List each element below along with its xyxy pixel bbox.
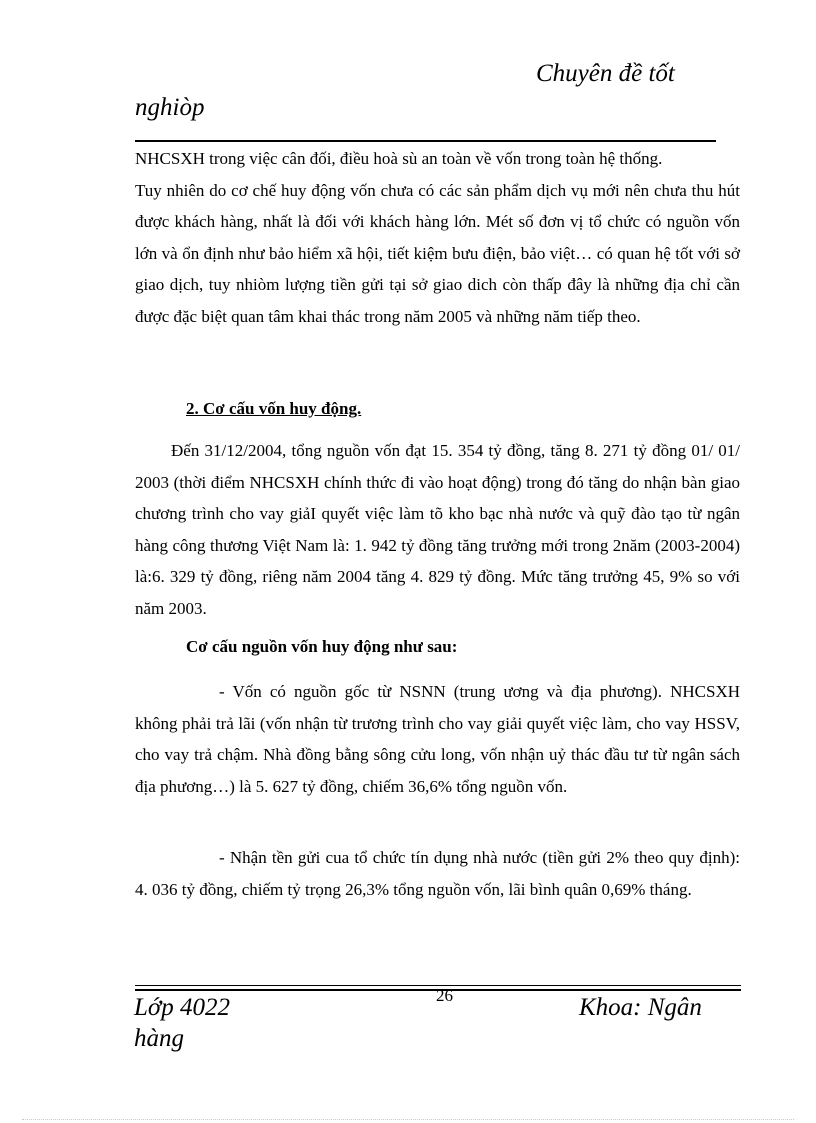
header-title-continuation: nghiòp xyxy=(135,94,205,121)
paragraph-2: Đến 31/12/2004, tổng nguồn vốn đạt 15. 354 tỷ đồng, tăng 8. 271 tỷ đồng 01/ 01/ 2003 (thời điểm NHCSXH chính thức đi vào hoạt động) trong đó tăng do nhận bàn giao chương trình cho vay giảI quyết việc làm tõ kho bạc nhà nước và quỹ đào tạo từ ngân hàng công thương Việt Nam là: 1. 942 tỷ đồng tăng trưởng mới trong 2năm (2003-2004) là:6. 329 tỷ đồng, riêng năm 2004 tăng 4. 829 tỷ đồng. Mức tăng trưởng 45, 9% so với năm 2003. xyxy=(135,441,740,618)
bullet-paragraph-1: - Vốn có nguồn gốc từ NSNN (trung ương và địa phương). NHCSXH không phải trả lãi (vốn nhận từ trương trình cho vay giải quyết việc làm, cho vay HSSV, cho vay trả chậm. Nhà đồng bằng sông cửu long, vốn nhận uỷ thác đầu tư từ ngân sách địa phương…) là 5. 627 tỷ đồng, chiếm 36,6% tổng nguồn vốn. xyxy=(135,682,740,796)
footer-class-label: Lớp 4022 xyxy=(134,994,230,1021)
header-title: Chuyên đề tốt xyxy=(536,60,675,87)
subsection-title: Cơ cấu nguồn vốn huy động như sau: xyxy=(186,637,458,656)
paragraph-1 xyxy=(135,143,740,333)
bullet-paragraph-2: - Nhận tền gửi cua tổ chức tín dụng nhà nước (tiền gửi 2% theo quy định): 4. 036 tỷ đồng, chiếm tỷ trọng 26,3% tổng nguồn vốn, lãi bình quân 0,69% tháng. xyxy=(135,848,740,899)
footer-faculty-label: Khoa: Ngân xyxy=(579,994,702,1021)
paragraph-1-first-line: NHCSXH trong việc cân đối, điều hoà sù an toàn về vốn trong toàn hệ thống. xyxy=(135,149,663,168)
header-rule xyxy=(135,140,716,142)
page-bottom-divider xyxy=(22,1119,794,1120)
paragraph-1-rest: Tuy nhiên do cơ chế huy động vốn chưa có các sản phẩm dịch vụ mới nên chưa thu hút được khách hàng, nhất là đối với khách hàng lớn. Mét số đơn vị tổ chức có nguồn vốn lớn và ổn định như bảo hiểm xã hội, tiết kiệm bưu điện, bảo việt… có quan hệ tốt với sở giao dịch, tuy nhiòm lượng tiền gửi tại sở giao dich còn thấp đây là những địa chỉ cần được đặc biệt quan tâm khai thác trong năm 2005 và những năm tiếp theo. xyxy=(135,180,740,326)
section-title: 2. Cơ cấu vốn huy động. xyxy=(186,399,362,418)
footer-class-label-continuation: hàng xyxy=(134,1025,184,1052)
page-number: 26 xyxy=(436,986,453,1005)
